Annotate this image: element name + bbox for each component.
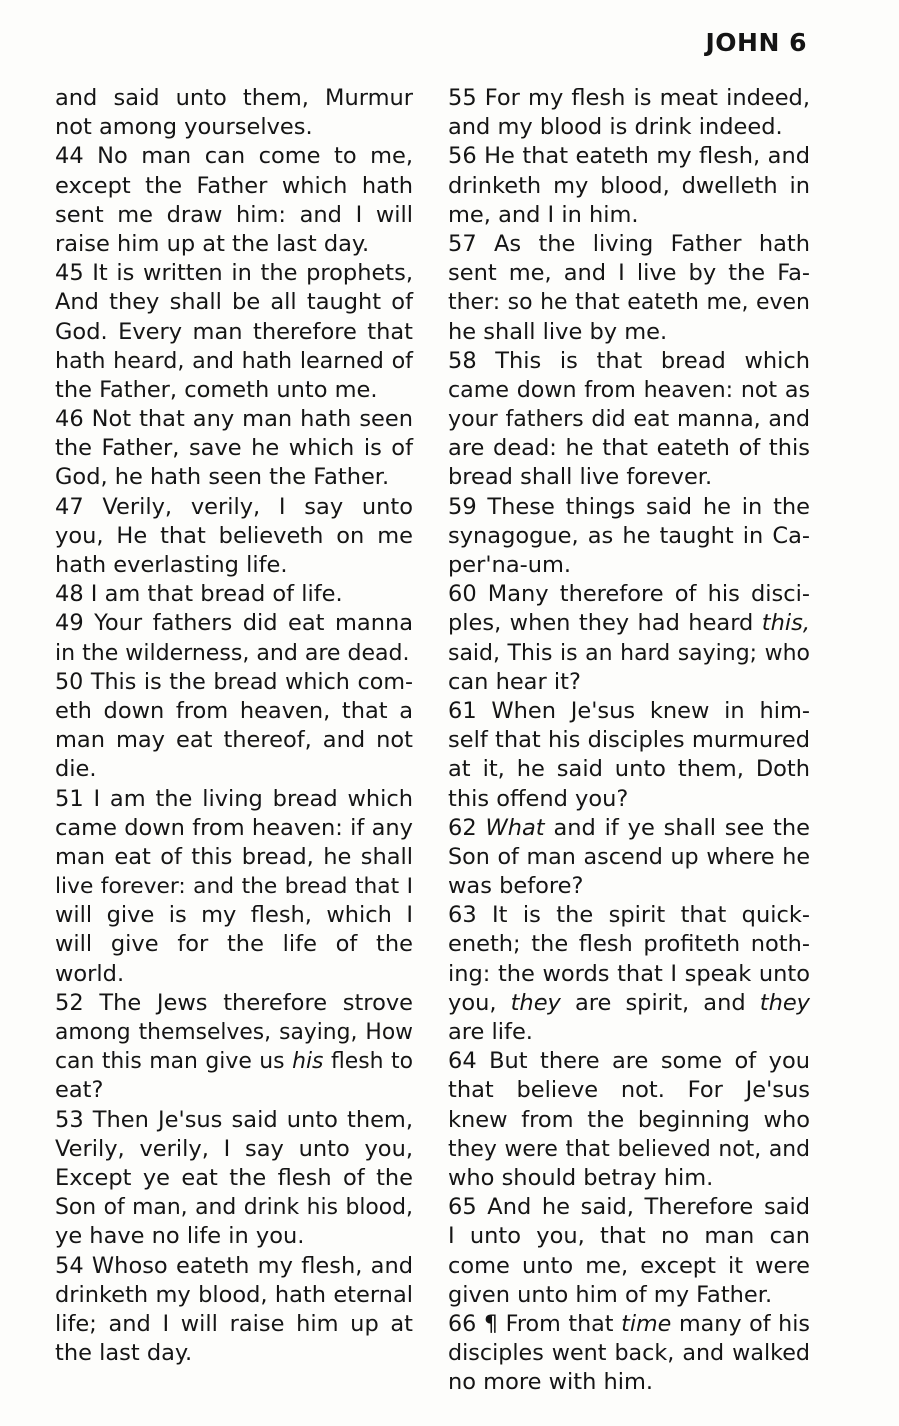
- text-line: bread shall live forever.: [448, 464, 713, 491]
- text-line: at it, he said unto them, Doth: [448, 756, 810, 783]
- text-line: disciples went back, and walked: [448, 1340, 810, 1367]
- text-line: 49 Your fathers did eat manna: [55, 610, 413, 637]
- text-line: are dead: he that eateth of this: [448, 435, 810, 462]
- text-line: knew from the beginning who: [448, 1106, 810, 1133]
- text-line: Verily, verily, I say unto you,: [55, 1135, 413, 1162]
- italic-word: time: [621, 1310, 672, 1337]
- text-line: was before?: [448, 873, 584, 900]
- text-line: life; and I will raise him up at: [55, 1310, 413, 1337]
- text-line: the Father, save he which is of: [55, 435, 413, 462]
- left-column: [55, 84, 413, 1368]
- text-line: 56 He that eateth my flesh, and: [448, 143, 810, 170]
- text-line: God. Every man therefore that: [55, 318, 413, 345]
- text-line: except the Father which hath: [55, 172, 413, 199]
- text-line: ye have no life in you.: [55, 1223, 305, 1250]
- text-line: Son of man ascend up where he: [448, 843, 810, 870]
- text-line: hath everlasting life.: [55, 552, 288, 578]
- text-line: 61 When Je'sus knew in him-: [448, 697, 810, 724]
- text-line: And they shall be all taught of: [55, 289, 413, 316]
- chapter-heading: JOHN 6: [705, 28, 807, 57]
- text-line: will give is my flesh, which I: [55, 902, 413, 929]
- text-line: eth down from heaven, that a: [55, 697, 413, 724]
- text-line: that believe not. For Je'sus: [448, 1077, 810, 1104]
- text-line: said, This is an hard saying; who: [448, 640, 810, 666]
- text-line: can this man give us his flesh to: [55, 1049, 413, 1075]
- text-line: can hear it?: [448, 668, 581, 695]
- text-line: 44 No man can come to me,: [55, 143, 413, 170]
- text-line: come unto me, except it were: [448, 1252, 810, 1279]
- text-line: 60 Many therefore of his disci-: [448, 581, 810, 608]
- text-line: who should betray him.: [448, 1164, 714, 1191]
- text-line: world.: [55, 960, 125, 987]
- text-line: live forever: and the bread that I: [55, 874, 413, 900]
- text-line: and said unto them, Murmur: [55, 85, 413, 111]
- text-line: Son of man, and drink his blood,: [55, 1195, 413, 1221]
- text-line: drinketh my blood, hath eternal: [55, 1281, 413, 1308]
- text-line: ing: the words that I speak unto: [448, 960, 810, 987]
- text-line: ples, when they had heard this,: [448, 610, 810, 637]
- text-line: and my blood is drink indeed.: [448, 114, 783, 141]
- text-line: I unto you, that no man can: [448, 1223, 810, 1250]
- text-line: this offend you?: [448, 785, 629, 812]
- text-line: 54 Whoso eateth my flesh, and: [55, 1252, 413, 1279]
- text-line: 51 I am the living bread which: [55, 785, 413, 812]
- text-line: 64 But there are some of you: [448, 1048, 810, 1075]
- text-line: die.: [55, 756, 97, 783]
- text-line: God, he hath seen the Father.: [55, 464, 390, 491]
- text-line: you, they are spirit, and they: [448, 989, 810, 1016]
- text-line: 45 It is written in the prophets,: [55, 260, 413, 287]
- text-line: among themselves, saying, How: [55, 1020, 413, 1045]
- text-line: 52 The Jews therefore strove: [55, 989, 413, 1016]
- text-line: 50 This is the bread which com-: [55, 668, 413, 695]
- text-line: no more with him.: [448, 1369, 654, 1396]
- italic-word: What: [485, 814, 545, 841]
- italic-word: they: [510, 989, 561, 1016]
- text-line: eat?: [55, 1077, 104, 1104]
- text-line: given unto him of my Father.: [448, 1281, 773, 1308]
- text-line: 58 This is that bread which: [448, 347, 810, 374]
- text-line: per'na-um.: [448, 552, 572, 578]
- text-line: 48 I am that bread of life.: [55, 581, 343, 608]
- text-line: Except ye eat the flesh of the: [55, 1164, 413, 1191]
- italic-word: his: [292, 1049, 324, 1075]
- text-line: the last day.: [55, 1340, 193, 1367]
- text-line: 59 These things said he in the: [448, 493, 810, 520]
- text-line: 46 Not that any man hath seen: [55, 406, 413, 433]
- text-line: man may eat thereof, and not: [55, 727, 413, 754]
- text-line: they were that believed not, and: [448, 1136, 810, 1162]
- text-line: 53 Then Je'sus said unto them,: [55, 1106, 413, 1133]
- text-line: synagogue, as he taught in Ca-: [448, 522, 810, 549]
- text-line: man eat of this bread, he shall: [55, 843, 413, 870]
- text-line: sent me draw him: and I will: [55, 201, 413, 228]
- text-line: drinketh my blood, dwelleth in: [448, 172, 810, 199]
- text-line: your fathers did eat manna, and: [448, 406, 810, 433]
- text-line: 55 For my flesh is meat indeed,: [448, 85, 810, 111]
- text-line: the Father, cometh unto me.: [55, 376, 378, 403]
- italic-word: this,: [761, 610, 810, 637]
- text-line: 65 And he said, Therefore said: [448, 1194, 810, 1221]
- text-line: ther: so he that eateth me, even: [448, 290, 810, 316]
- text-line: 66 ¶ From that time many of his: [448, 1310, 810, 1337]
- italic-word: they: [759, 989, 810, 1016]
- text-line: will give for the life of the: [55, 931, 413, 958]
- text-line: in the wilderness, and are dead.: [55, 640, 410, 666]
- text-line: came down from heaven: if any: [55, 814, 413, 841]
- text-line: sent me, and I live by the Fa-: [448, 260, 810, 287]
- text-line: raise him up at the last day.: [55, 230, 370, 257]
- text-line: came down from heaven: not as: [448, 376, 810, 403]
- text-line: eneth; the flesh profiteth noth-: [448, 931, 810, 958]
- text-line: 57 As the living Father hath: [448, 230, 810, 257]
- text-line: self that his disciples murmured: [448, 727, 810, 754]
- text-line: not among yourselves.: [55, 114, 313, 141]
- text-line: 47 Verily, verily, I say unto: [55, 493, 413, 520]
- text-line: 63 It is the spirit that quick-: [448, 902, 810, 929]
- text-line: me, and I in him.: [448, 201, 639, 228]
- text-line: 62 What and if ye shall see the: [448, 814, 810, 841]
- text-line: are life.: [448, 1019, 533, 1045]
- text-line: you, He that believeth on me: [55, 522, 413, 549]
- right-column: [448, 84, 810, 1397]
- text-line: he shall live by me.: [448, 318, 668, 345]
- text-line: hath heard, and hath learned of: [55, 347, 413, 374]
